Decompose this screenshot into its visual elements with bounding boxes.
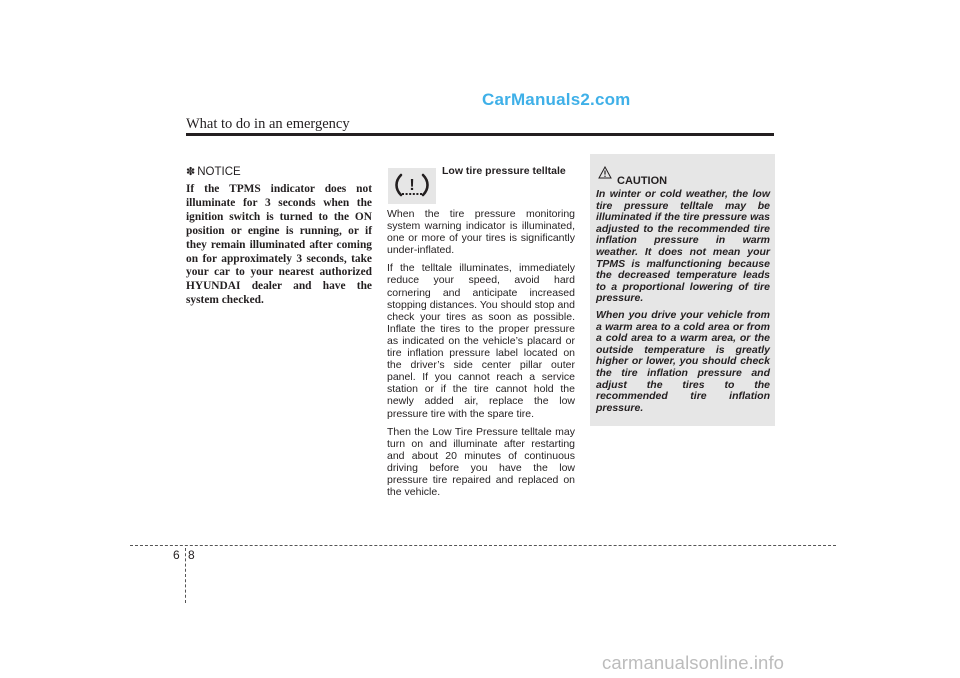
middle-paragraph-2: If the telltale illuminates, immediately reduce your speed, avoid hard cornering and anticipate increased stopping distances. You should stop and check your tires as soon as possible. Inflate the tires to the proper pressure as indicated on the vehicle’s placard or tire inflation pressure label located on the driver’s side center pillar outer panel. If you cannot reach a service station or if the tire cannot hold the newly added air, replace the low pressure tire with the spare tire. [387, 262, 575, 420]
footer-rule [130, 545, 836, 546]
page-header-title: What to do in an emergency [186, 116, 350, 132]
middle-paragraph-1: When the tire pressure monitoring system warning indicator is illuminated, one or more of your tires is significantly under-inflated. [387, 208, 575, 257]
page-number: 8 [188, 548, 195, 562]
middle-column [387, 208, 575, 504]
middle-paragraph-3: Then the Low Tire Pressure telltale may turn on and illuminate after restarting and about 20 minutes of continuous driving before you have the low pressure tire repaired and replaced on the vehicle. [387, 425, 575, 499]
warning-triangle-icon [598, 166, 612, 179]
caution-paragraph-1: In winter or cold weather, the low tire pressure telltale may be illuminated if the tire pressure was adjusted to the recommended tire inflation pressure in warm weather. It does not mean your TPMS is malfunctioning because the decreased temperature leads to a proportional lowering of tire pressure. [596, 188, 770, 305]
notice-heading [186, 166, 372, 179]
notice-star-icon: ✽ [186, 166, 196, 178]
notice-body: If the TPMS indicator does not illuminate for 3 seconds when the ignition switch is turned to the ON position or engine is running, or if they remain illuminated after coming on for approximately 3 seconds, take your car to your nearest authorized HYUNDAI dealer and have the system checked. [186, 183, 372, 307]
watermark-carmanualsonline: carmanualsonline.info [602, 652, 785, 673]
telltale-glyph: ! [409, 177, 415, 194]
caution-text [596, 189, 770, 419]
watermark-carmanuals2: CarManuals2.com [482, 90, 631, 109]
tire-pressure-warning-icon [394, 172, 430, 198]
section-number: 6 [173, 548, 180, 562]
notice-heading-label: NOTICE [197, 166, 241, 178]
page-number-divider [185, 548, 186, 603]
caution-paragraph-2: When you drive your vehicle from a warm area to a cold area or from a cold area to a warm area, or the outside temperature is greatly higher or lower, you should check the tire inflation pressure and adjust the tires to the recommended tire inflation pressure. [596, 308, 770, 414]
caution-heading: CAUTION [617, 175, 668, 187]
notice-section [186, 166, 372, 308]
telltale-title: Low tire pressure telltale [442, 165, 566, 177]
header-rule [186, 133, 774, 136]
